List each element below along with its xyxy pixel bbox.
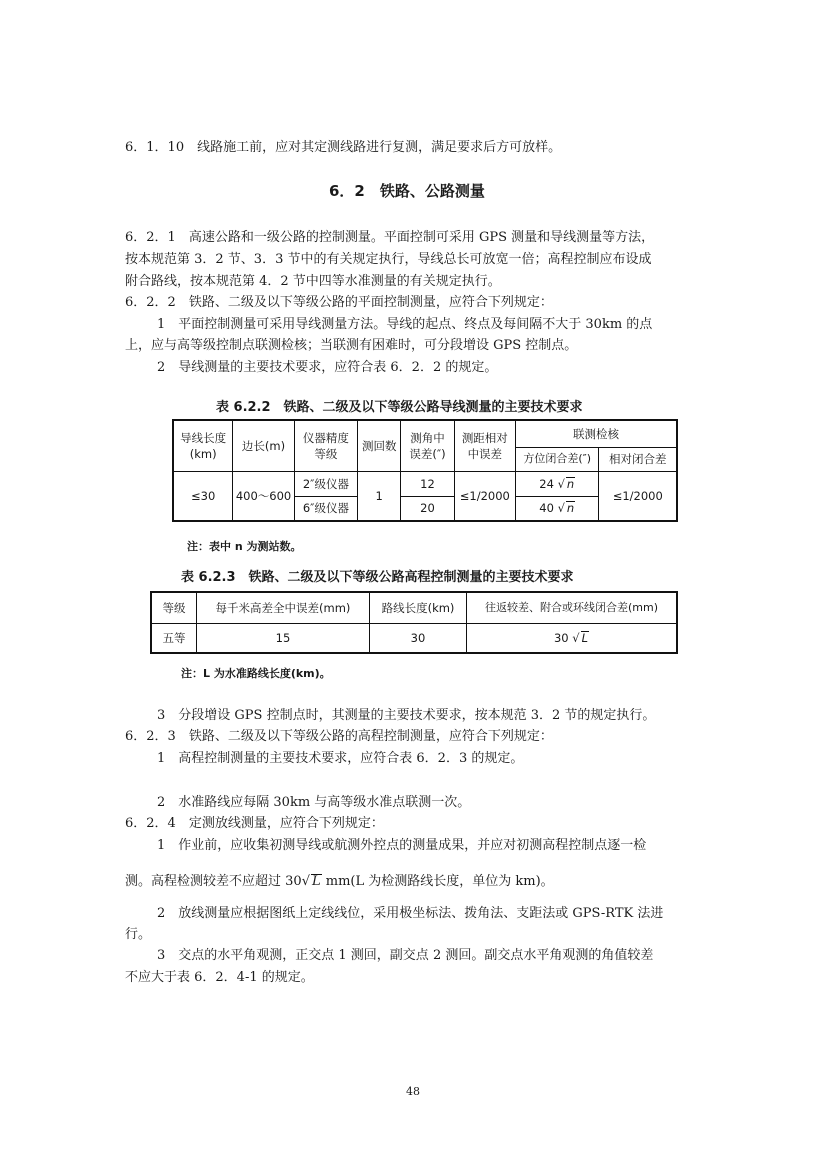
th-length: 导线长度 (km) [173,420,233,471]
table-6-2-3-note: 注：L 为水准路线长度(km)。 [181,667,331,680]
para-6-2-1-line-1: 6．2．1 高速公路和一级公路的控制测量。平面控制可采用 GPS 测量和导线测量等方法， [125,230,655,245]
cell-azimuth-40 [516,496,599,521]
azimuth-coef-24: 24 [539,476,554,491]
th-closure: 往返较差、附合或环线闭合差(mm) [467,592,678,623]
item-2: 2 导线测量的主要技术要求，应符合表 6．2．2 的规定。 [157,360,498,375]
th-azimuth: 方位闭合差(″) [516,447,599,471]
table-6-2-3 [150,591,678,654]
th-grade: 等级 [151,592,197,623]
table-6-2-2-title: 表 6.2.2 铁路、二级及以下等级公路导线测量的主要技术要求 [216,400,583,415]
azimuth-var-n: n [566,476,575,491]
s-item-1-post: mm(L 为检测路线长度，单位为 km)。 [321,874,554,889]
th-per-km: 每千米高差全中误差(mm) [197,592,370,623]
item-1-line-2: 上，应与高等级控制点联测检核；当联测有困难时，可分段增设 GPS 控制点。 [125,338,578,353]
azimuth-coef-40: 40 [539,501,554,516]
cell-per-km: 15 [197,623,370,653]
closure-var-l: L [581,630,589,645]
item-1-line-1: 1 平面控制测量可采用导线测量方法。导线的起点、终点及每间隔不大于 30km 的点 [157,317,653,332]
sqrt-symbol: √ [557,501,565,516]
section-title: 6．2 铁路、公路测量 [329,182,485,200]
cell-angle-12: 12 [401,471,454,496]
cell-instrument-2: 2″级仪器 [294,471,357,496]
th-route-length: 路线长度(km) [370,592,467,623]
cell-angle-20: 20 [401,496,454,521]
s-item-3-line-2: 不应大于表 6．2．4-1 的规定。 [125,970,314,985]
s-item-1-line-1: 1 作业前，应收集初测导线或航测外控点的测量成果，并应对初测高程控制点逐一检 [157,838,647,853]
cell-grade: 五等 [151,623,197,653]
para-6-2-1-line-3: 附合路线，按本规范第 4．2 节中四等水准测量的有关规定执行。 [125,274,501,289]
para-6-2-4: 6．2．4 定测放线测量，应符合下列规定： [125,816,384,831]
para-6-2-2: 6．2．2 铁路、二级及以下等级公路的平面控制测量，应符合下列规定： [125,295,553,310]
h-item-1: 1 高程控制测量的主要技术要求，应符合表 6．2．3 的规定。 [157,751,524,766]
cell-rounds: 1 [358,471,401,521]
cell-instrument-6: 6″级仪器 [294,496,357,521]
item-3: 3 分段增设 GPS 控制点时，其测量的主要技术要求，按本规范 3．2 节的规定执行。 [157,708,656,723]
th-relative: 相对闭合差 [599,447,677,471]
th-rounds: 测回数 [358,420,401,471]
cell-distance-error: ≤1/2000 [454,471,515,521]
table-6-2-2 [172,419,678,522]
th-instrument: 仪器精度 等级 [294,420,357,471]
s-item-1-line-2 [125,872,554,892]
h-item-2: 2 水准路线应每隔 30km 与高等级水准点联测一次。 [157,795,471,810]
para-6-2-3: 6．2．3 铁路、二级及以下等级公路的高程控制测量，应符合下列规定： [125,729,553,744]
th-check: 联测检核 [516,420,678,447]
th-angle-error: 测角中 误差(″) [401,420,454,471]
s-item-3-line-1: 3 交点的水平角观测，正交点 1 测回，副交点 2 测回。副交点水平角观测的角值较差 [157,948,654,963]
cell-side: 400～600 [233,471,294,521]
sqrt-symbol: √ [557,476,565,491]
closure-coef: 30 [553,630,569,645]
cell-length: ≤30 [173,471,233,521]
sqrt-symbol: √ [572,630,580,645]
sqrt-symbol: √ [301,874,310,889]
s-item-1-pre: 测。高程检测较差不应超过 30 [125,874,302,889]
s-item-2-line-2: 行。 [125,927,152,942]
cell-azimuth-24 [516,471,599,496]
cell-closure [467,623,678,653]
table-6-2-3-title: 表 6.2.3 铁路、二级及以下等级公路高程控制测量的主要技术要求 [181,570,574,585]
para-6-2-1-line-2: 按本规范第 3．2 节、3．3 节中的有关规定执行，导线总长可放宽一倍；高程控制应布设成 [125,252,652,267]
s-item-2-line-1: 2 放线测量应根据图纸上定线线位，采用极坐标法、拨角法、支距法或 GPS-RTK 法进 [157,906,664,921]
para-6-1-10: 6．1．10 线路施工前，应对其定测线路进行复测，满足要求后方可放样。 [125,140,562,155]
table-6-2-2-note: 注：表中 n 为测站数。 [187,540,302,553]
th-distance-error: 测距相对 中误差 [454,420,515,471]
s-item-1-var: L [311,874,321,889]
cell-relative: ≤1/2000 [599,471,677,521]
page-number: 48 [406,1085,420,1098]
azimuth-var-n: n [566,501,575,516]
th-side: 边长(m) [233,420,294,471]
cell-route-length: 30 [370,623,467,653]
